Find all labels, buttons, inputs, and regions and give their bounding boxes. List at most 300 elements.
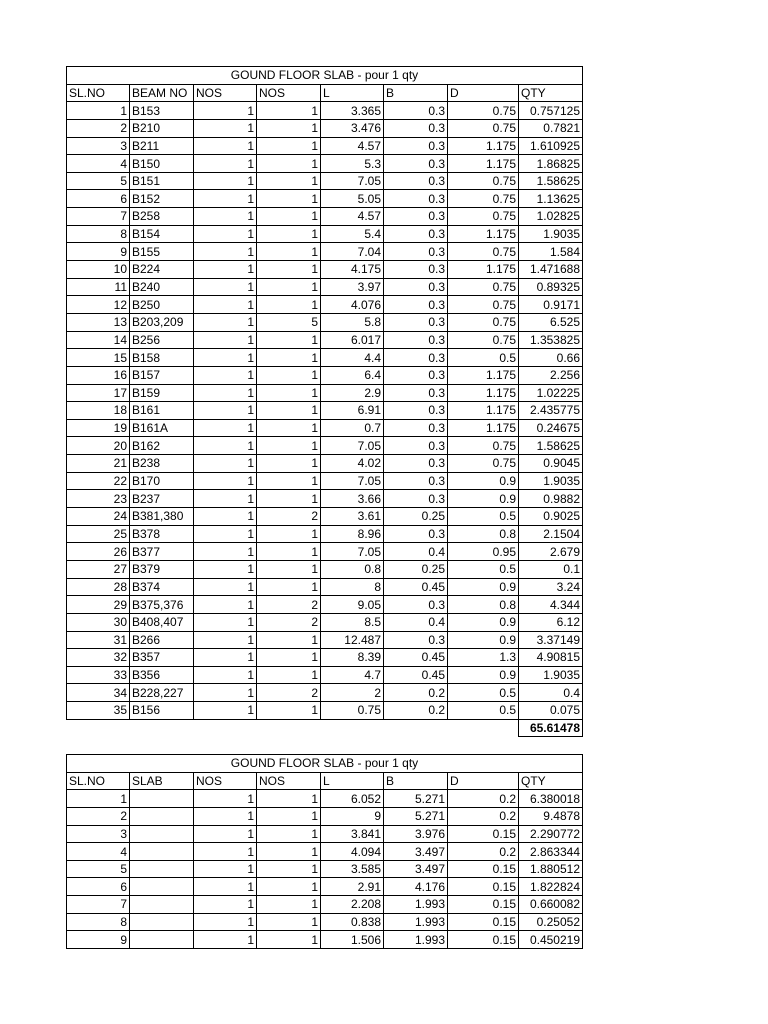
column-header: SL.NO: [67, 772, 130, 790]
table-row: [67, 596, 583, 614]
table-cell: 1: [257, 878, 321, 896]
table-cell: 1: [194, 172, 257, 190]
table-cell: 0.660082: [519, 896, 583, 914]
table-cell: 4: [67, 843, 130, 861]
table-cell: 0.89325: [519, 278, 583, 296]
table-cell: 1: [194, 843, 257, 861]
table-cell: 8.5: [321, 613, 384, 631]
table-row: [67, 402, 583, 420]
table-cell: 30: [67, 613, 130, 631]
table-cell: 1.993: [384, 896, 448, 914]
table-cell: 4.094: [321, 843, 384, 861]
table-cell: 22: [67, 472, 130, 490]
table-cell: 35: [67, 702, 130, 720]
table-cell: 2.679: [519, 543, 583, 561]
table-cell: 1: [257, 384, 321, 402]
table-cell: 1: [194, 190, 257, 208]
table-cell: 1: [257, 402, 321, 420]
table-cell: B154: [130, 225, 194, 243]
table-cell: [130, 807, 194, 825]
table-cell: 4.344: [519, 596, 583, 614]
table-cell: 1.584: [519, 243, 583, 261]
table-cell: 1: [194, 490, 257, 508]
table-cell: 1: [257, 137, 321, 155]
table-cell: 0.5: [448, 349, 519, 367]
table-cell: 3.24: [519, 578, 583, 596]
table-cell: 1.02825: [519, 208, 583, 226]
column-header: NOS: [194, 772, 257, 790]
table-cell: [130, 878, 194, 896]
table-row: [67, 666, 583, 684]
table-row: [67, 931, 583, 949]
header-row: [67, 772, 583, 790]
table-cell: 8: [67, 913, 130, 931]
table-cell: 1: [194, 243, 257, 261]
table-row: [67, 472, 583, 490]
table-cell: 1: [194, 261, 257, 279]
column-header: L: [321, 84, 384, 102]
table-cell: 1.175: [448, 366, 519, 384]
table-cell: 0.15: [448, 931, 519, 949]
table-cell: 1.993: [384, 931, 448, 949]
table-cell: 1: [194, 543, 257, 561]
table-cell: 4.7: [321, 666, 384, 684]
table-row: [67, 702, 583, 720]
table-cell: 1: [194, 225, 257, 243]
table-cell: 5: [67, 172, 130, 190]
table-row: [67, 208, 583, 226]
table-cell: 0.75: [448, 437, 519, 455]
table-cell: 1: [194, 896, 257, 914]
table-cell: 1: [257, 631, 321, 649]
table-cell: 1.86825: [519, 155, 583, 173]
table-cell: 17: [67, 384, 130, 402]
table-cell: 3: [67, 825, 130, 843]
table-cell: 2.256: [519, 366, 583, 384]
table-cell: 6.380018: [519, 790, 583, 808]
table-cell: 1: [194, 631, 257, 649]
table-cell: 0.75: [448, 190, 519, 208]
table-cell: 0.3: [384, 225, 448, 243]
table-cell: 1: [257, 225, 321, 243]
table-cell: B379: [130, 560, 194, 578]
table-cell: 1: [257, 543, 321, 561]
table-cell: 0.4: [384, 543, 448, 561]
table-cell: 0.2: [384, 684, 448, 702]
table-cell: 25: [67, 525, 130, 543]
table-cell: B228,227: [130, 684, 194, 702]
table-cell: 6: [67, 190, 130, 208]
table-cell: 1: [257, 437, 321, 455]
table-cell: 0.75: [448, 243, 519, 261]
table-cell: 3.97: [321, 278, 384, 296]
table-row: [67, 560, 583, 578]
empty-cell: [448, 719, 519, 737]
table-cell: 1: [194, 313, 257, 331]
table-cell: 1.13625: [519, 190, 583, 208]
table-cell: 1.610925: [519, 137, 583, 155]
table-cell: 21: [67, 455, 130, 473]
table-cell: B375,376: [130, 596, 194, 614]
table-cell: 1: [257, 666, 321, 684]
table-cell: 1: [194, 349, 257, 367]
table-cell: 0.75: [321, 702, 384, 720]
table-cell: 0.2: [448, 843, 519, 861]
table-cell: 0.2: [448, 790, 519, 808]
slab-quantity-table: [66, 754, 583, 949]
table-cell: 1: [257, 119, 321, 137]
table-cell: [130, 790, 194, 808]
table-cell: 1: [194, 807, 257, 825]
table-cell: 2: [67, 119, 130, 137]
table-cell: B224: [130, 261, 194, 279]
table-cell: B258: [130, 208, 194, 226]
table-cell: 1: [194, 525, 257, 543]
table-row: [67, 296, 583, 314]
table-cell: B250: [130, 296, 194, 314]
table-cell: 0.3: [384, 172, 448, 190]
table-cell: 5: [67, 860, 130, 878]
table-cell: 1: [194, 790, 257, 808]
table-cell: B162: [130, 437, 194, 455]
table-row: [67, 155, 583, 173]
table-cell: 1: [257, 560, 321, 578]
table-cell: 2: [257, 596, 321, 614]
table-cell: 0.3: [384, 137, 448, 155]
table-cell: 1: [194, 560, 257, 578]
title-row: [67, 755, 583, 773]
table-cell: 1.175: [448, 137, 519, 155]
table-row: [67, 613, 583, 631]
table-row: [67, 313, 583, 331]
table-cell: 3.365: [321, 102, 384, 120]
table-cell: 2.863344: [519, 843, 583, 861]
table-cell: 8: [67, 225, 130, 243]
table-cell: 18: [67, 402, 130, 420]
table-cell: 23: [67, 490, 130, 508]
table-cell: B203,209: [130, 313, 194, 331]
table-cell: 0.15: [448, 860, 519, 878]
column-header: L: [321, 772, 384, 790]
table-cell: 2: [257, 508, 321, 526]
table-cell: 1: [257, 860, 321, 878]
table-cell: 5.271: [384, 790, 448, 808]
table-cell: 2: [257, 613, 321, 631]
table-cell: 3.61: [321, 508, 384, 526]
table-cell: B378: [130, 525, 194, 543]
table-cell: 0.075: [519, 702, 583, 720]
table-row: [67, 172, 583, 190]
table-cell: 9: [321, 807, 384, 825]
table-cell: 0.75: [448, 455, 519, 473]
table-cell: 0.3: [384, 631, 448, 649]
table-cell: 27: [67, 560, 130, 578]
header-row: [67, 84, 583, 102]
table-cell: 1: [257, 155, 321, 173]
table-cell: 0.3: [384, 490, 448, 508]
table-cell: 1: [67, 102, 130, 120]
table-cell: 4.90815: [519, 649, 583, 667]
table-cell: 1: [194, 331, 257, 349]
table-cell: 1.3: [448, 649, 519, 667]
table-row: [67, 649, 583, 667]
table-cell: 1: [194, 296, 257, 314]
table-cell: 0.3: [384, 190, 448, 208]
table-cell: 1: [257, 807, 321, 825]
table-cell: 1: [257, 331, 321, 349]
table-cell: 1: [194, 702, 257, 720]
table-cell: B151: [130, 172, 194, 190]
table-cell: 0.9: [448, 472, 519, 490]
table-cell: B256: [130, 331, 194, 349]
table-cell: 8.39: [321, 649, 384, 667]
table-cell: 3: [67, 137, 130, 155]
table-cell: 0.9: [448, 578, 519, 596]
table-cell: B381,380: [130, 508, 194, 526]
table-cell: 4.175: [321, 261, 384, 279]
total-qty: 65.61478: [519, 719, 583, 737]
title-row: [67, 67, 583, 85]
table-cell: 2.1504: [519, 525, 583, 543]
empty-cell: [384, 719, 448, 737]
table-cell: 16: [67, 366, 130, 384]
table-cell: 0.3: [384, 208, 448, 226]
table-cell: 4.57: [321, 137, 384, 155]
table-cell: B237: [130, 490, 194, 508]
table-row: [67, 807, 583, 825]
table-row: [67, 437, 583, 455]
column-header: B: [384, 84, 448, 102]
table-cell: 2.91: [321, 878, 384, 896]
table-row: [67, 525, 583, 543]
table-cell: 4.57: [321, 208, 384, 226]
table-row: [67, 843, 583, 861]
table-cell: 0.757125: [519, 102, 583, 120]
table-cell: 0.75: [448, 331, 519, 349]
table-cell: 0.3: [384, 366, 448, 384]
table-cell: 0.3: [384, 596, 448, 614]
table-cell: 2.435775: [519, 402, 583, 420]
table-row: [67, 261, 583, 279]
table-cell: 0.75: [448, 172, 519, 190]
table-cell: 1: [257, 525, 321, 543]
table-cell: 6.91: [321, 402, 384, 420]
table-cell: 0.1: [519, 560, 583, 578]
empty-cell: [257, 719, 321, 737]
table-cell: 0.2: [448, 807, 519, 825]
table-cell: 6.052: [321, 790, 384, 808]
table-cell: 34: [67, 684, 130, 702]
table-row: [67, 578, 583, 596]
table-cell: 1: [194, 825, 257, 843]
table-cell: 1: [67, 790, 130, 808]
table-cell: 0.5: [448, 702, 519, 720]
table-cell: 5.8: [321, 313, 384, 331]
table-cell: 1.58625: [519, 437, 583, 455]
table-cell: B157: [130, 366, 194, 384]
table-cell: 9: [67, 243, 130, 261]
table-row: [67, 119, 583, 137]
table-cell: 0.3: [384, 313, 448, 331]
table-cell: 1.9035: [519, 225, 583, 243]
table-cell: 12: [67, 296, 130, 314]
table-cell: 10: [67, 261, 130, 279]
table-cell: 1: [194, 384, 257, 402]
table-cell: 0.15: [448, 896, 519, 914]
table-cell: 2.290772: [519, 825, 583, 843]
table-cell: B210: [130, 119, 194, 137]
table-cell: 32: [67, 649, 130, 667]
table-cell: 0.25: [384, 508, 448, 526]
table-cell: 0.75: [448, 278, 519, 296]
table-cell: 7.04: [321, 243, 384, 261]
table-cell: 1: [257, 702, 321, 720]
table-row: [67, 384, 583, 402]
table-row: [67, 349, 583, 367]
table-cell: 3.497: [384, 843, 448, 861]
table-cell: 1.175: [448, 419, 519, 437]
table-cell: 3.585: [321, 860, 384, 878]
table-cell: 1: [194, 666, 257, 684]
table-cell: 1.175: [448, 155, 519, 173]
table-cell: 1: [194, 437, 257, 455]
table-cell: 7.05: [321, 543, 384, 561]
table-cell: 5.05: [321, 190, 384, 208]
table-row: [67, 278, 583, 296]
table-cell: 8: [321, 578, 384, 596]
beam-table-body: [67, 67, 583, 737]
table-cell: 0.3: [384, 437, 448, 455]
table-row: [67, 860, 583, 878]
table-cell: 1: [194, 419, 257, 437]
slab-table-body: [67, 755, 583, 949]
table-cell: 0.15: [448, 913, 519, 931]
table-cell: B356: [130, 666, 194, 684]
column-header: SLAB: [130, 772, 194, 790]
table-row: [67, 896, 583, 914]
table-cell: 1: [194, 366, 257, 384]
table-cell: 0.45: [384, 649, 448, 667]
column-header: D: [448, 772, 519, 790]
table-cell: 0.9025: [519, 508, 583, 526]
table-cell: 0.3: [384, 384, 448, 402]
column-header: B: [384, 772, 448, 790]
table-cell: 1: [257, 578, 321, 596]
table-cell: 0.3: [384, 296, 448, 314]
table-cell: 0.5: [448, 684, 519, 702]
table-cell: 0.8: [321, 560, 384, 578]
table-cell: 1: [194, 913, 257, 931]
column-header: NOS: [194, 84, 257, 102]
table-cell: 1: [257, 913, 321, 931]
table-cell: B377: [130, 543, 194, 561]
table-cell: 0.75: [448, 313, 519, 331]
column-header: QTY: [519, 772, 583, 790]
table-row: [67, 102, 583, 120]
table-cell: 0.5: [448, 508, 519, 526]
table-row: [67, 137, 583, 155]
table-cell: 1: [257, 349, 321, 367]
table-cell: 1: [257, 472, 321, 490]
table-cell: 7.05: [321, 472, 384, 490]
table-cell: 1: [257, 931, 321, 949]
table-cell: B158: [130, 349, 194, 367]
table-cell: 31: [67, 631, 130, 649]
table-cell: [130, 896, 194, 914]
table-cell: 0.3: [384, 331, 448, 349]
table-cell: 1: [257, 261, 321, 279]
table-cell: 1: [194, 578, 257, 596]
table-cell: 0.95: [448, 543, 519, 561]
table-cell: 0.3: [384, 261, 448, 279]
table-cell: 0.3: [384, 419, 448, 437]
table-cell: B155: [130, 243, 194, 261]
table-row: [67, 419, 583, 437]
table-cell: 1: [194, 508, 257, 526]
table-cell: 1: [194, 931, 257, 949]
table-cell: 15: [67, 349, 130, 367]
table-cell: 1: [194, 613, 257, 631]
table-cell: B357: [130, 649, 194, 667]
table-cell: [130, 825, 194, 843]
table-cell: 3.476: [321, 119, 384, 137]
table-cell: 1.822824: [519, 878, 583, 896]
table-cell: B152: [130, 190, 194, 208]
table-cell: 2: [321, 684, 384, 702]
table-cell: B266: [130, 631, 194, 649]
table-cell: 1: [257, 296, 321, 314]
table-cell: 0.3: [384, 349, 448, 367]
column-header: NOS: [257, 84, 321, 102]
table-cell: 0.3: [384, 472, 448, 490]
table-cell: 1: [257, 649, 321, 667]
table-cell: 0.4: [384, 613, 448, 631]
table-cell: 1: [194, 208, 257, 226]
table-cell: 3.976: [384, 825, 448, 843]
table-cell: 0.15: [448, 825, 519, 843]
column-header: D: [448, 84, 519, 102]
table-cell: B238: [130, 455, 194, 473]
table-cell: 1: [257, 825, 321, 843]
table-cell: 1: [257, 102, 321, 120]
table-cell: 1.175: [448, 384, 519, 402]
table-cell: [130, 843, 194, 861]
table-cell: 1: [194, 684, 257, 702]
table-cell: 1: [194, 119, 257, 137]
table-cell: 1: [194, 278, 257, 296]
table-cell: 9.4878: [519, 807, 583, 825]
table-row: [67, 490, 583, 508]
table-cell: 1: [194, 102, 257, 120]
table-cell: 3.37149: [519, 631, 583, 649]
table-cell: 6.017: [321, 331, 384, 349]
table-cell: 0.24675: [519, 419, 583, 437]
table-cell: 0.3: [384, 102, 448, 120]
table-cell: 2: [67, 807, 130, 825]
table-cell: B161A: [130, 419, 194, 437]
table-cell: 0.9: [448, 666, 519, 684]
table-row: [67, 243, 583, 261]
table-cell: 2.9: [321, 384, 384, 402]
table-cell: 9.05: [321, 596, 384, 614]
table-cell: 0.15: [448, 878, 519, 896]
table-cell: 0.75: [448, 102, 519, 120]
column-header: SL.NO: [67, 84, 130, 102]
table-cell: 1.175: [448, 225, 519, 243]
table-cell: 11: [67, 278, 130, 296]
table-cell: 0.8: [448, 596, 519, 614]
table-cell: 0.9: [448, 490, 519, 508]
